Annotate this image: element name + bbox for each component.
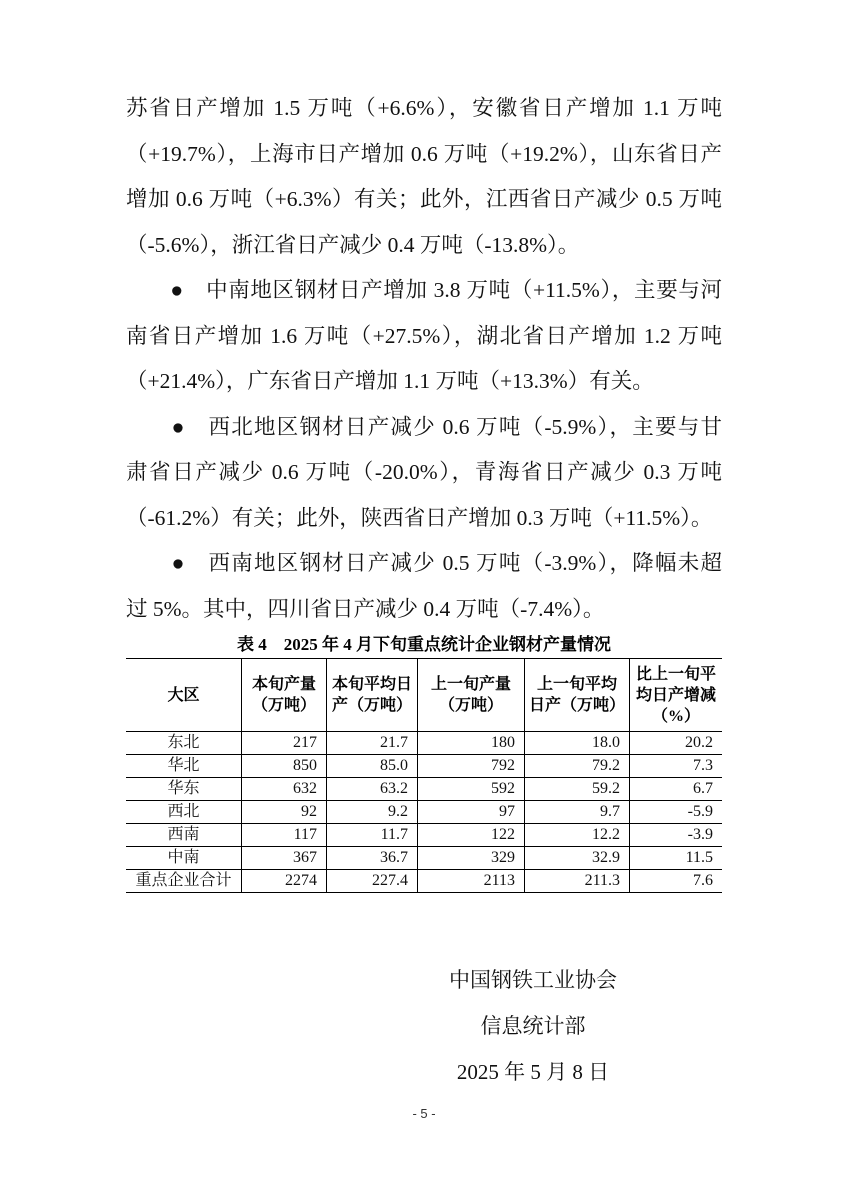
table-cell-region: 重点企业合计	[135, 872, 232, 889]
signature-dept: 信息统计部	[480, 1014, 586, 1038]
table-cell: 92	[241, 801, 326, 823]
table-cell: 632	[241, 778, 326, 800]
table-cell: 217	[241, 732, 326, 754]
table-header-row	[126, 659, 722, 732]
table-cell: 32.9	[524, 847, 629, 869]
table-header-cell	[241, 659, 326, 731]
paragraph-line: ● 西南地区钢材日产减少 0.5 万吨（-3.9%），降幅未超	[126, 551, 722, 575]
table-cell-region: 西北	[167, 803, 200, 820]
table-cell: 122	[417, 824, 524, 846]
table-cell: 11.5	[629, 847, 722, 869]
paragraph-line: （-61.2%）有关；此外，陕西省日产增加 0.3 万吨（+11.5%）。	[126, 505, 713, 530]
paragraph-line: ● 西北地区钢材日产减少 0.6 万吨（-5.9%），主要与甘	[126, 414, 722, 439]
table-cell: 7.6	[629, 870, 722, 892]
table-header-cell-line: 上一旬平均	[536, 676, 617, 693]
table-row	[126, 824, 722, 847]
table-header-cell	[126, 659, 241, 731]
table-header-cell	[524, 659, 629, 731]
table-cell: 12.2	[524, 824, 629, 846]
table-header-cell-line: （%）	[651, 707, 700, 725]
table-header-cell-line: 产（万吨）	[331, 697, 412, 714]
table-cell: 63.2	[326, 778, 417, 800]
table-header-cell	[326, 659, 417, 731]
table-header-cell-line: 上一旬产量	[430, 676, 511, 693]
paragraph-line: ● 中南地区钢材日产增加 3.8 万吨（+11.5%），主要与河	[126, 278, 722, 302]
table-title: 表 4 2025 年 4 月下旬重点统计企业钢材产量情况	[237, 635, 611, 654]
table-cell-region: 华东	[167, 780, 200, 797]
table-header-cell-line: 本旬平均日	[331, 676, 412, 693]
table-cell: 6.7	[629, 778, 722, 800]
table-header-cell-line: 本旬产量	[251, 676, 316, 693]
table-cell: 117	[241, 824, 326, 846]
table-cell-region: 西南	[167, 826, 200, 843]
table-cell: 592	[417, 778, 524, 800]
paragraph-line: 苏省日产增加 1.5 万吨（+6.6%），安徽省日产增加 1.1 万吨	[126, 96, 722, 120]
paragraph-line: （+19.7%），上海市日产增加 0.6 万吨（+19.2%），山东省日产	[126, 141, 722, 166]
page-number: - 5 -	[412, 1106, 436, 1121]
table-cell: 21.7	[326, 732, 417, 754]
paragraph-line: （+21.4%），广东省日产增加 1.1 万吨（+13.3%）有关。	[126, 369, 654, 393]
table-cell: 20.2	[629, 732, 722, 754]
table-cell: 227.4	[326, 870, 417, 892]
signature-block	[344, 957, 722, 1095]
paragraph-line: （-5.6%），浙江省日产减少 0.4 万吨（-13.8%）。	[126, 232, 580, 257]
table-cell: 36.7	[326, 847, 417, 869]
table-row	[126, 778, 722, 801]
table-cell: 9.7	[524, 801, 629, 823]
production-table	[126, 658, 722, 893]
table-row	[126, 870, 722, 893]
table-cell: 97	[417, 801, 524, 823]
table-header-cell-line: 日产（万吨）	[528, 697, 625, 714]
paragraph-line: 南省日产增加 1.6 万吨（+27.5%），湖北省日产增加 1.2 万吨	[126, 323, 722, 348]
table-cell: 850	[241, 755, 326, 777]
table-cell: 329	[417, 847, 524, 869]
table-cell: 2113	[417, 870, 524, 892]
table-header-cell-line: 大区	[167, 686, 200, 704]
table-cell: 180	[417, 732, 524, 754]
table-header-cell-line: 均日产增减	[635, 686, 716, 704]
signature-org: 中国钢铁工业协会	[449, 968, 617, 992]
table-cell: -3.9	[629, 824, 722, 846]
table-cell: 7.3	[629, 755, 722, 777]
table-cell: 18.0	[524, 732, 629, 754]
paragraph-line: 过 5%。其中，四川省日产减少 0.4 万吨（-7.4%）。	[126, 596, 605, 621]
table-row	[126, 732, 722, 755]
page-content	[126, 86, 722, 1095]
table-cell-region: 东北	[167, 734, 200, 751]
body-paragraphs	[126, 86, 722, 632]
table-body	[126, 732, 722, 893]
paragraph-line: 肃省日产减少 0.6 万吨（-20.0%），青海省日产减少 0.3 万吨	[126, 460, 722, 484]
table-cell-region: 中南	[167, 849, 200, 866]
table-row	[126, 801, 722, 824]
table-header-cell-line: （万吨）	[251, 697, 316, 714]
table-cell-region: 华北	[167, 757, 200, 774]
table-row	[126, 847, 722, 870]
table-header-cell-line: 比上一旬平	[635, 665, 716, 683]
table-cell: 211.3	[524, 870, 629, 892]
table-cell: 9.2	[326, 801, 417, 823]
table-cell: -5.9	[629, 801, 722, 823]
table-cell: 11.7	[326, 824, 417, 846]
table-cell: 2274	[241, 870, 326, 892]
table-cell: 367	[241, 847, 326, 869]
table-cell: 792	[417, 755, 524, 777]
table-cell: 79.2	[524, 755, 629, 777]
signature-date: 2025 年 5 月 8 日	[456, 1060, 610, 1084]
table-header-cell-line: （万吨）	[438, 697, 503, 714]
table-cell: 85.0	[326, 755, 417, 777]
table-header-cell	[629, 659, 722, 731]
table-row	[126, 755, 722, 778]
table-header-cell	[417, 659, 524, 731]
table-cell: 59.2	[524, 778, 629, 800]
paragraph-line: 增加 0.6 万吨（+6.3%）有关；此外，江西省日产减少 0.5 万吨	[126, 187, 722, 211]
